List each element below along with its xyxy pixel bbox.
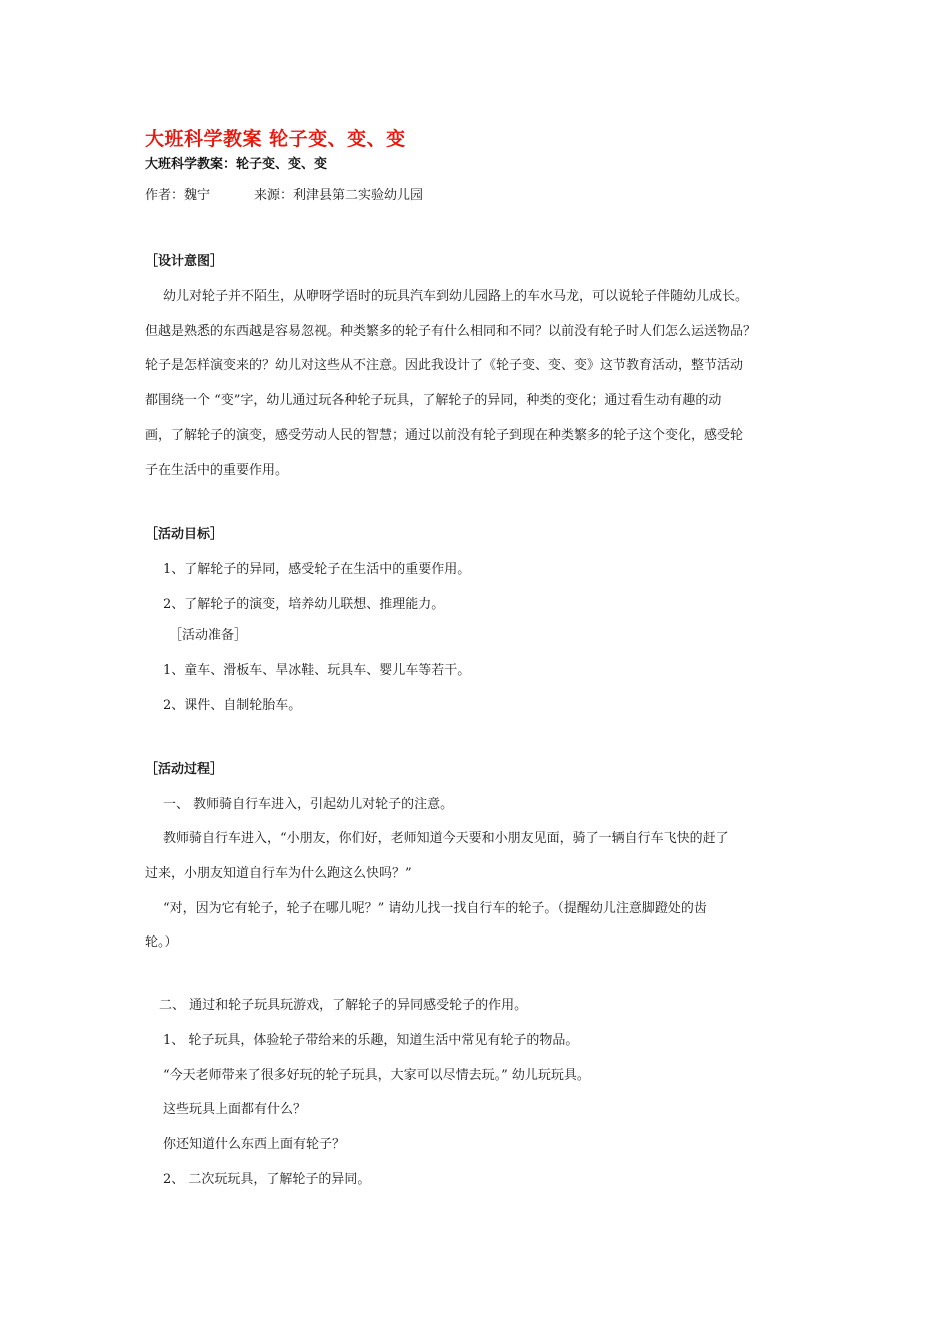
paragraph-line: 这些玩具上面都有什么？	[163, 1102, 307, 1117]
document-meta	[145, 184, 423, 203]
author-text: 作者：魏宁	[145, 188, 211, 203]
prep-item: 2、课件、自制轮胎车。	[163, 698, 302, 713]
source-text: 来源：利津县第二实验幼儿园	[254, 188, 424, 203]
step2-title: 二、 通过和轮子玩具玩游戏，了解轮子的异同感受轮子的作用。	[159, 998, 528, 1013]
paragraph-line: 轮子是怎样演变来的？幼儿对这些从不注意。因此我设计了《轮子变、变、变》这节教育活动，整节活动	[145, 358, 744, 373]
paragraph-line: “今天老师带来了很多好玩的轮子玩具，大家可以尽情去玩。” 幼儿玩玩具。	[163, 1068, 590, 1083]
goal-item: 2、了解轮子的演变，培养幼儿联想、推理能力。	[163, 597, 445, 612]
paragraph-line: “对，因为它有轮子，轮子在哪儿呢？” 请幼儿找一找自行车的轮子。（提醒幼儿注意脚蹬处的齿	[163, 901, 707, 916]
goals-heading: ［活动目标］	[145, 527, 224, 542]
process-heading: ［活动过程］	[145, 762, 224, 777]
paragraph-line: 子在生活中的重要作用。	[145, 463, 289, 478]
paragraph-line: 但越是熟悉的东西越是容易忽视。种类繁多的轮子有什么相同和不同？以前没有轮子时人们怎么运送物品？	[145, 324, 757, 339]
paragraph-line: 1、 轮子玩具，体验轮子带给来的乐趣，知道生活中常见有轮子的物品。	[163, 1033, 579, 1048]
paragraph-line: 教师骑自行车进入，“小朋友，你们好，老师知道今天要和小朋友见面，骑了一辆自行车飞快的赶了	[163, 831, 729, 846]
step1-title: 一、 教师骑自行车进入，引起幼儿对轮子的注意。	[163, 797, 454, 812]
paragraph-line: 过来，小朋友知道自行车为什么跑这么快吗？”	[145, 866, 412, 881]
paragraph-line: 画，了解轮子的演变，感受劳动人民的智慧；通过以前没有轮子到现在种类繁多的轮子这个变化，感受轮	[145, 428, 744, 443]
paragraph-line: 轮。）	[145, 935, 178, 950]
document-subtitle: 大班科学教案：轮子变、变、变	[145, 157, 328, 172]
paragraph-line: 你还知道什么东西上面有轮子？	[163, 1137, 346, 1152]
document-title: 大班科学教案 轮子变、变、变	[145, 128, 406, 150]
paragraph-line: 2、 二次玩玩具，了解轮子的异同。	[163, 1172, 371, 1187]
prep-item: 1、童车、滑板车、旱冰鞋、玩具车、婴儿车等若干。	[163, 663, 471, 678]
design-heading: ［设计意图］	[145, 254, 224, 269]
paragraph-line: 都围绕一个 “变”字，幼儿通过玩各种轮子玩具，了解轮子的异同，种类的变化；通过看生动有趣的动	[145, 393, 722, 408]
prep-heading: ［活动准备］	[169, 628, 248, 643]
paragraph-line: 幼儿对轮子并不陌生，从咿呀学语时的玩具汽车到幼儿园路上的车水马龙，可以说轮子伴随幼儿成长。	[163, 289, 749, 304]
goal-item: 1、了解轮子的异同，感受轮子在生活中的重要作用。	[163, 562, 471, 577]
